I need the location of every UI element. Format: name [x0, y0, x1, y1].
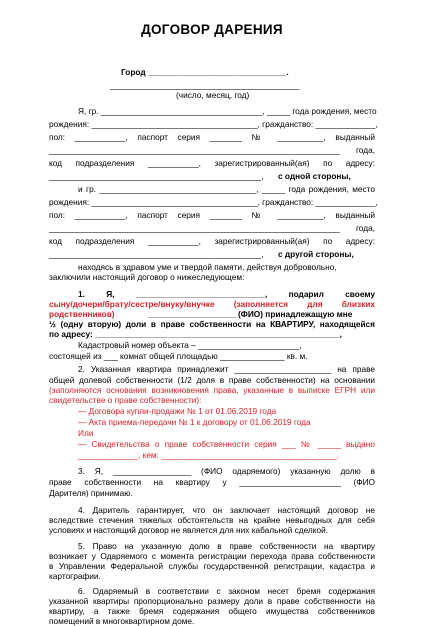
party2-line-1: и гр. __________________________________, _____ года рождения, место: [78, 184, 375, 194]
clause2-red-5: Или: [78, 428, 94, 438]
clause1-line-3: ½ (одну вторую) доли в праве собственности на КВАРТИРУ, находящейся: [49, 319, 375, 329]
clause1-line-1: 1. Я, ____________________________, подарил своему: [78, 289, 375, 299]
party2-line-3: пол: ___________, паспорт серия _______ № __________, выданный: [49, 210, 375, 220]
party2-line-6: ______________________________________________,: [49, 249, 264, 259]
city-line: Город ______________________________.: [121, 67, 289, 77]
clause2-line-2: общей долевой собственности (1/2 доля в праве собственности) на основании: [49, 375, 375, 385]
intro-line-1: находясь в здравом уме и твердой памяти, действуя добровольно,: [78, 262, 337, 272]
party2-side: с другой стороны,: [278, 249, 354, 259]
rooms-line: состоящей из ___ комнат общей площадью ______________ кв. м.: [49, 351, 308, 361]
clause4-line-1: 4. Даритель гарантирует, что он заключает настоящий договор не: [78, 505, 375, 515]
party1-side: с одной стороны,: [278, 171, 351, 181]
clause6-line-3: квартиру, а также бремя содержания общего имущества собственников: [49, 606, 375, 616]
clause5-line-4: картографии.: [49, 571, 101, 581]
clause2-line-1: 2. Указанная квартира принадлежит _____________________ на праве: [78, 364, 375, 374]
clause1-line-2: ___________________ (ФИО) принадлежащую мне: [148, 309, 353, 319]
clause5-line-2: возникает у Одаряемого с момента регистрации перехода права собственности: [49, 551, 375, 561]
intro-line-2: заключили настоящий договор о нижеследующем:: [49, 272, 245, 282]
date-hint: (число, месяц, год): [176, 90, 250, 100]
clause2-red-4: — Акта приема-передачи № 1 к договору от 01.06.2019 года: [78, 417, 311, 427]
clause4-line-3: условиях и настоящий договор не является для них кабальной сделкой.: [49, 525, 329, 535]
clause1-red-2: родственников): [49, 309, 115, 319]
party1-line-6: ______________________________________________,: [49, 171, 264, 181]
clause2-red-6: — Свидетельства о праве собственности серия ___ № _____ выдано: [78, 439, 375, 449]
document-title: ДОГОВОР ДАРЕНИЯ: [141, 22, 283, 37]
clause3-line-1: 3. Я, _________________ (ФИО одаряемого) указанную долю в: [78, 466, 375, 476]
clause1-line-4: по адресу: _____________________________________________________,: [49, 329, 342, 339]
party1-line-3: пол: ___________, паспорт серия _______ № __________, выданный: [49, 132, 375, 142]
clause4-line-2: вследствие стечения тяжелых обстоятельств на крайне невыгодных для себя: [49, 515, 375, 525]
clause1-red-1: сыну/дочери/брату/сестре/внуку/внучке (заполняется для близких: [49, 299, 375, 309]
clause3-line-3: Дарителя) принимаю.: [49, 488, 133, 498]
party1-line-1: Я, гр. ___________________________________, _____ года рождения, место: [78, 106, 377, 116]
clause5-line-1: 5. Право на указанную долю в праве собственности на квартиру: [78, 541, 375, 551]
cadastral-number: Кадастровый номер объекта – ______________________,: [78, 340, 302, 350]
clause2-red-3: — Договора купли-продажи № 1 от 01.06.2019 года: [78, 406, 277, 416]
clause6-line-1: 6. Одаряемый в соответствии с законом несет бремя содержания: [78, 586, 375, 596]
party1-line-5: код подразделения ___________, зарегистрированный(ая) по адресу:: [49, 158, 375, 168]
party1-line-4: _______________________________________________________________ года,: [49, 145, 375, 155]
clause6-line-2: указанной квартиры пропорционально размеру доли в праве собственности на: [49, 596, 375, 606]
clause6-line-4: помещений в многоквартирном доме.: [49, 616, 195, 626]
clause2-red-7: _____________, кем: ______________________________________.: [78, 450, 339, 460]
date-line: _________________________________________: [110, 80, 300, 90]
party2-line-5: код подразделения ___________, зарегистрированный(ая) по адресу:: [49, 236, 375, 246]
clause3-line-2: праве собственности на квартиру у ______________________ (ФИО: [49, 477, 375, 487]
clause2-red-2: свидетельстве о праве собственности):: [49, 395, 202, 405]
party1-line-2: рождения: ____________________________________, гражданство: _____________,: [49, 119, 378, 129]
party2-line-2: рождения: ____________________________________, гражданство: _____________,: [49, 197, 378, 207]
clause2-red-1: (заполняются основания возникновения права, указанные в выписке ЕГРН или: [49, 385, 375, 395]
party2-line-4: _______________________________________________________________ года,: [49, 223, 375, 233]
clause5-line-3: в Управлении Федеральной службы государственной регистрации, кадастра и: [49, 561, 375, 571]
